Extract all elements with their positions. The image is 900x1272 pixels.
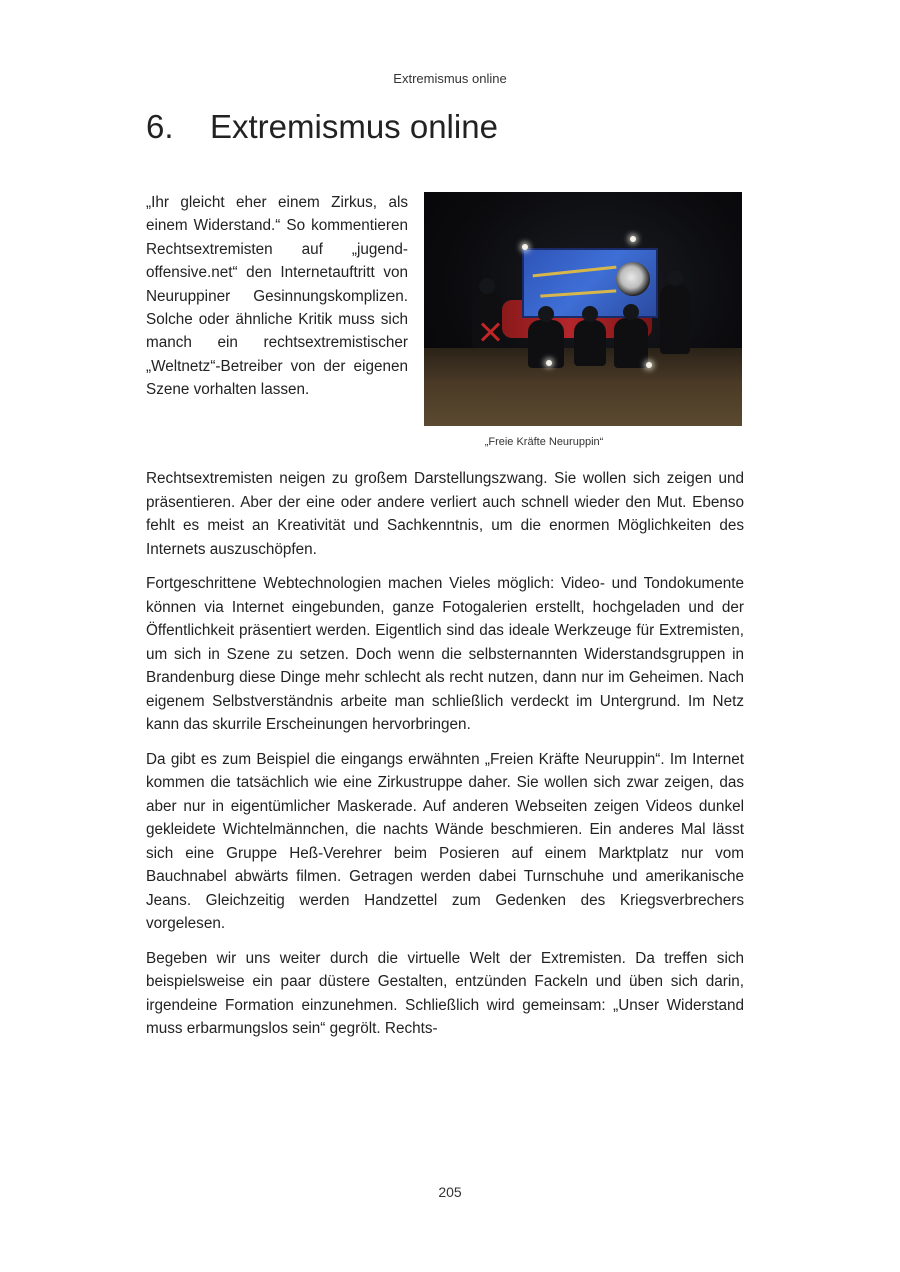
photo-torch-light	[546, 360, 552, 366]
intro-paragraph: „Ihr gleicht eher einem Zirkus, als einem Widerstand.“ So kommentieren Rechtsextremisten auf „jugend-offensive.net“ den Internetauftritt von Neuruppiner Gesinnungskomplizen. Solche oder ähnliche Kritik muss sich manch ein rechtsextremistischer „Weltnetz“-Betreiber von der eigenen Szene vorhalten lassen.	[146, 194, 408, 399]
body-text	[146, 467, 744, 1052]
body-paragraph: Begeben wir uns weiter durch die virtuelle Welt der Extremisten. Da treffen sich beispielsweise ein paar düstere Gestalten, entzünden Fackeln und üben sich darin, irgendeine Formation einzunehmen. Schließlich wird gemeinsam: „Unser Widerstand muss erbarmungslos sein“ gegrölt. Rechts-	[146, 949, 744, 1037]
banner-emblem	[616, 262, 650, 296]
photo-torch-light	[646, 362, 652, 368]
chapter-title-text: Extremismus online	[210, 108, 498, 145]
intro-column	[146, 191, 408, 402]
page-number: 205	[438, 1184, 462, 1200]
photo-red-cross	[480, 322, 500, 342]
body-paragraph: Fortgeschrittene Webtechnologien machen Vieles möglich: Video- und Tondokumente können via Internet eingebunden, ganze Fotogalerien erstellt, hochgeladen und der Öffentlichkeit präsentiert werden. Eigentlich sind das ideale Werkzeuge für Extremisten, um sich in Szene zu setzen. Doch wenn die selbsternannten Widerstandsgruppen in Brandenburg diese Dinge mehr schlecht als recht nutzen, dann nur im Geheimen. Nach eigenem Selbstverständnis arbeite man schließlich verdeckt im Untergrund. Im Netz kann das skurrile Erscheinungen hervorbringen.	[146, 575, 744, 733]
figure	[424, 192, 742, 448]
figure-caption: „Freie Kräfte Neuruppin“	[484, 436, 604, 448]
photo-torch-light	[630, 236, 636, 242]
figure-photo	[424, 192, 742, 426]
chapter-title	[146, 108, 498, 146]
body-paragraph: Da gibt es zum Beispiel die eingangs erwähnten „Freien Kräfte Neuruppin“. Im Internet kommen die tatsächlich wie eine Zirkustruppe daher. Sie wollen sich zwar zeigen, das aber nur in eigentümlicher Maskerade. Auf anderen Webseiten zeigen Videos dunkel gekleidete Wichtelmännchen, die nachts Wände beschmieren. Ein anderes Mal lässt sich eine Gruppe Heß-Verehrer beim Posieren auf einem Marktplatz nur vom Bauchnabel abwärts filmen. Getragen werden dabei Turnschuhe und amerikanische Jeans. Gleichzeitig werden Handzettel zum Gedenken des Kriegsverbrechers vorgelesen.	[146, 750, 744, 932]
body-paragraph: Rechtsextremisten neigen zu großem Darstellungszwang. Sie wollen sich zeigen und präsentieren. Aber der eine oder andere verliert auch schnell wieder den Mut. Ebenso fehlt es meist an Kreativität und Sachkenntnis, um die enormen Möglichkeiten des Internets auszuschöpfen.	[146, 470, 744, 558]
photo-figure	[614, 318, 648, 368]
photo-torch-light	[522, 244, 528, 250]
photo-figure	[574, 320, 606, 366]
chapter-number: 6.	[146, 108, 174, 145]
banner-lettering	[540, 281, 617, 297]
running-head: Extremismus online	[393, 71, 507, 86]
banner-lettering	[532, 256, 617, 278]
photo-figure	[660, 284, 690, 354]
